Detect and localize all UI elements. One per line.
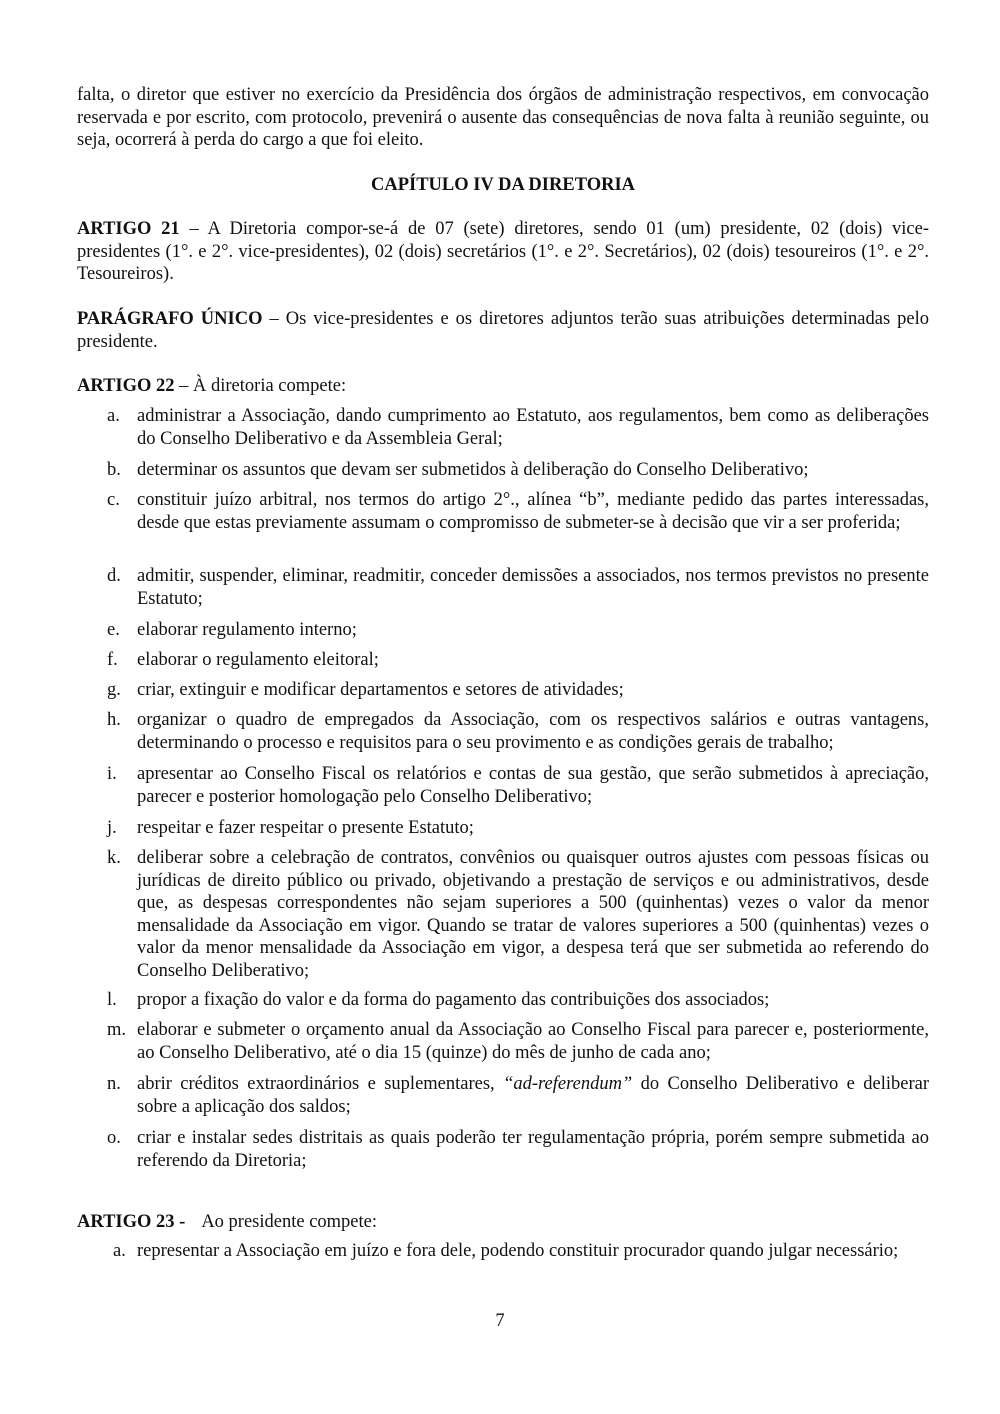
list-item [107,817,929,840]
list-item-text: deliberar sobre a celebração de contratos, convênios ou quaisquer outros ajustes com pessoas físicas ou jurídicas de direito público ou privado, objetivando a prestação de serviços e ou administrativos, desde que, as despesas correspondentes não sejam superiores a 500 (quinhentas) vezes o valor da menor mensalidade da Associação em vigor. Quando se tratar de valores superiores a 500 (quinhentas) vezes o valor da menor mensalidade da Associação em vigor, a despesa terá que ser submetida ao referendo do Conselho Deliberativo; [137,848,929,981]
list-item [107,709,929,754]
list-item [107,989,929,1012]
list-item [107,1127,929,1172]
article-22-label: ARTIGO 22 [77,376,175,396]
article-21-label: ARTIGO 21 [77,219,180,239]
list-item-text: criar e instalar sedes distritais as quais poderão ter regulamentação própria, porém sempre submetida ao referendo da Diretoria; [137,1128,929,1171]
list-item-marker: a. [107,406,120,426]
list-item-text: constituir juízo arbitral, nos termos do artigo 2°., alínea “b”, mediante pedido das partes interessadas, desde que estas previamente assumam o compromisso de submeter-se à decisão que vir a ser proferida; [137,490,929,533]
list-item-text: admitir, suspender, eliminar, readmitir, conceder demissões a associados, nos termos previstos no presente Estatuto; [137,566,929,609]
list-item [107,679,929,702]
list-item [107,649,929,672]
list-item-text: elaborar o regulamento eleitoral; [137,650,379,670]
list-item [107,565,929,610]
article-22-text: – À diretoria compete: [174,376,347,396]
list-item [107,405,929,450]
list-item-text: apresentar ao Conselho Fiscal os relatórios e contas de sua gestão, que serão submetidos à apreciação, parecer e posterior homologação pelo Conselho Deliberativo; [137,764,929,807]
list-item-text: representar a Associação em juízo e fora dele, podendo constituir procurador quando julgar necessário; [137,1241,899,1261]
list-item-text: determinar os assuntos que devam ser submetidos à deliberação do Conselho Deliberativo; [137,460,809,480]
article-23-heading [77,1211,929,1234]
list-item-marker: e. [107,620,120,640]
article-21-text: – A Diretoria compor-se-á de 07 (sete) diretores, sendo 01 (um) presidente, 02 (dois) vice-presidentes (1°. e 2°. vice-presidentes), 02 (dois) secretários (1°. e 2°. Secretários), 02 (dois) tesoureiros (1°. e 2°. Tesoureiros). [77,219,929,284]
list-item [107,1073,929,1118]
list-item-text: organizar o quadro de empregados da Associação, com os respectivos salários e outras vantagens, determinando o processo e requisitos para o seu provimento e as condições gerais de trabalho; [137,710,929,753]
list-item-text: elaborar e submeter o orçamento anual da Associação ao Conselho Fiscal para parecer e, posteriormente, ao Conselho Deliberativo, até o dia 15 (quinze) do mês de junho de cada ano; [137,1020,929,1063]
ad-referendum-term: “ad-referendum” [503,1074,633,1094]
list-item-marker: a. [113,1241,126,1261]
list-item-marker: j. [107,818,117,838]
list-item [107,489,929,534]
list-item-text [137,1073,929,1118]
list-item-text: elaborar regulamento interno; [137,620,357,640]
list-item [113,1240,929,1263]
list-item-marker: i. [107,764,117,784]
list-item-text: propor a fixação do valor e da forma do pagamento das contribuições dos associados; [137,990,770,1010]
list-item [107,459,929,482]
article-22-heading [77,375,929,398]
chapter-title [77,174,929,197]
list-item-text-after: do Conselho Deliberativo e deliberar sobre a aplicação dos saldos; [137,1074,929,1117]
paragrafo-unico-label: PARÁGRAFO ÚNICO [77,309,263,329]
paragrafo-unico-text: – Os vice-presidentes e os diretores adjuntos terão suas atribuições determinadas pelo presidente. [77,309,929,352]
list-item [107,763,929,808]
list-item-marker: m. [107,1020,127,1040]
list-item-marker: k. [107,848,121,868]
list-item-marker: b. [107,460,121,480]
list-item-text: administrar a Associação, dando cumprimento ao Estatuto, aos regulamentos, bem como as deliberações do Conselho Deliberativo e da Assembleia Geral; [137,406,929,449]
list-item [107,847,929,982]
list-item-marker: o. [107,1128,121,1148]
article-23-label: ARTIGO 23 - [77,1212,186,1232]
list-item [107,619,929,642]
list-item-text: respeitar e fazer respeitar o presente Estatuto; [137,818,474,838]
list-item-text-before: abrir créditos extraordinários e suplementares, [137,1074,504,1094]
article-21 [77,218,929,286]
article-23-text: Ao presidente compete: [201,1212,377,1232]
list-item [107,1019,929,1064]
intro-paragraph: falta, o diretor que estiver no exercício da Presidência dos órgãos de administração respectivos, em convocação reservada e por escrito, com protocolo, prevenirá o ausente das consequências de nova falta à reunião seguinte, ou seja, ocorrerá à perda do cargo a que foi eleito. [77,85,929,150]
list-item-marker: h. [107,710,121,730]
list-item-marker: f. [107,650,118,670]
chapter-title-text: CAPÍTULO IV DA DIRETORIA [370,175,636,195]
list-item-marker: g. [107,680,121,700]
list-item-marker: d. [107,566,121,586]
list-item-marker: c. [107,490,120,510]
list-item-text: criar, extinguir e modificar departamentos e setores de atividades; [137,680,624,700]
paragrafo-unico [77,308,929,353]
list-item-marker: l. [107,990,117,1010]
list-item-marker: n. [107,1074,121,1094]
page-number: 7 [495,1311,505,1331]
